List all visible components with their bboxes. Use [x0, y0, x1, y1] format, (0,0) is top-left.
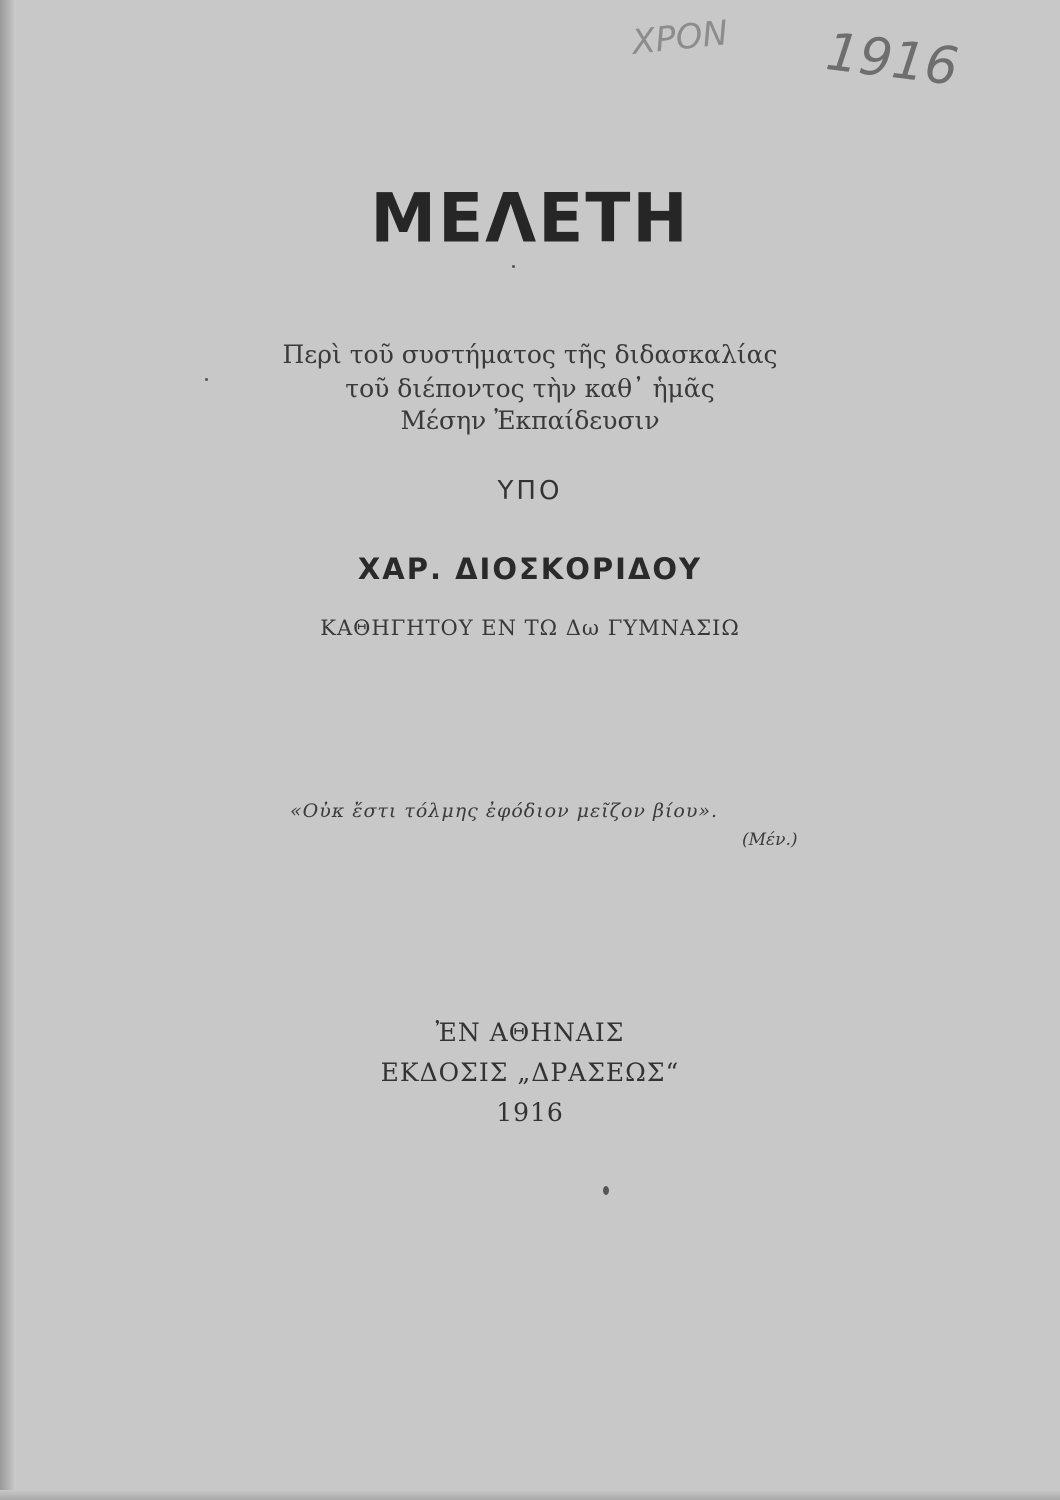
handwritten-top-note: ΧΡΟΝ	[630, 13, 730, 63]
paper-speck	[512, 265, 515, 268]
subtitle-line-1: Περὶ τοῦ συστήματος τῆς διδασκαλίας	[282, 340, 778, 369]
paper-speck	[205, 378, 208, 381]
bottom-edge	[0, 1490, 1060, 1500]
subtitle-line-3: Μέσην Ἐκπαίδευσιν	[400, 406, 660, 435]
author-name: ΧΑΡ. ΔΙΟΣΚΟΡΙΔΟΥ	[357, 552, 703, 586]
by-label: ΥΠΟ	[497, 476, 563, 506]
imprint-year: 1916	[496, 1098, 564, 1127]
imprint-place: ἘΝ ΑΘΗΝΑΙΣ	[435, 1018, 625, 1047]
epigraph-source: (Μέν.)	[742, 830, 798, 850]
epigraph: «Οὐκ ἔστι τόλμης ἐφόδιον μεῖζον βίου».	[290, 800, 719, 822]
handwritten-year-note: 1916	[822, 22, 962, 98]
book-title: ΜΕΛΕΤΗ	[370, 179, 690, 258]
author-position: ΚΑΘΗΓΗΤΟΥ ΕΝ ΤΩ Δω ΓΥΜΝΑΣΙΩ	[320, 616, 740, 640]
subtitle-line-2: τοῦ διέποντος τὴν καθ᾽ ἡμᾶς	[345, 374, 715, 403]
imprint-publisher: ΕΚΔΟΣΙΣ „ΔΡΑΣΕΩΣ“	[380, 1058, 680, 1087]
paper-speck	[603, 1186, 609, 1195]
